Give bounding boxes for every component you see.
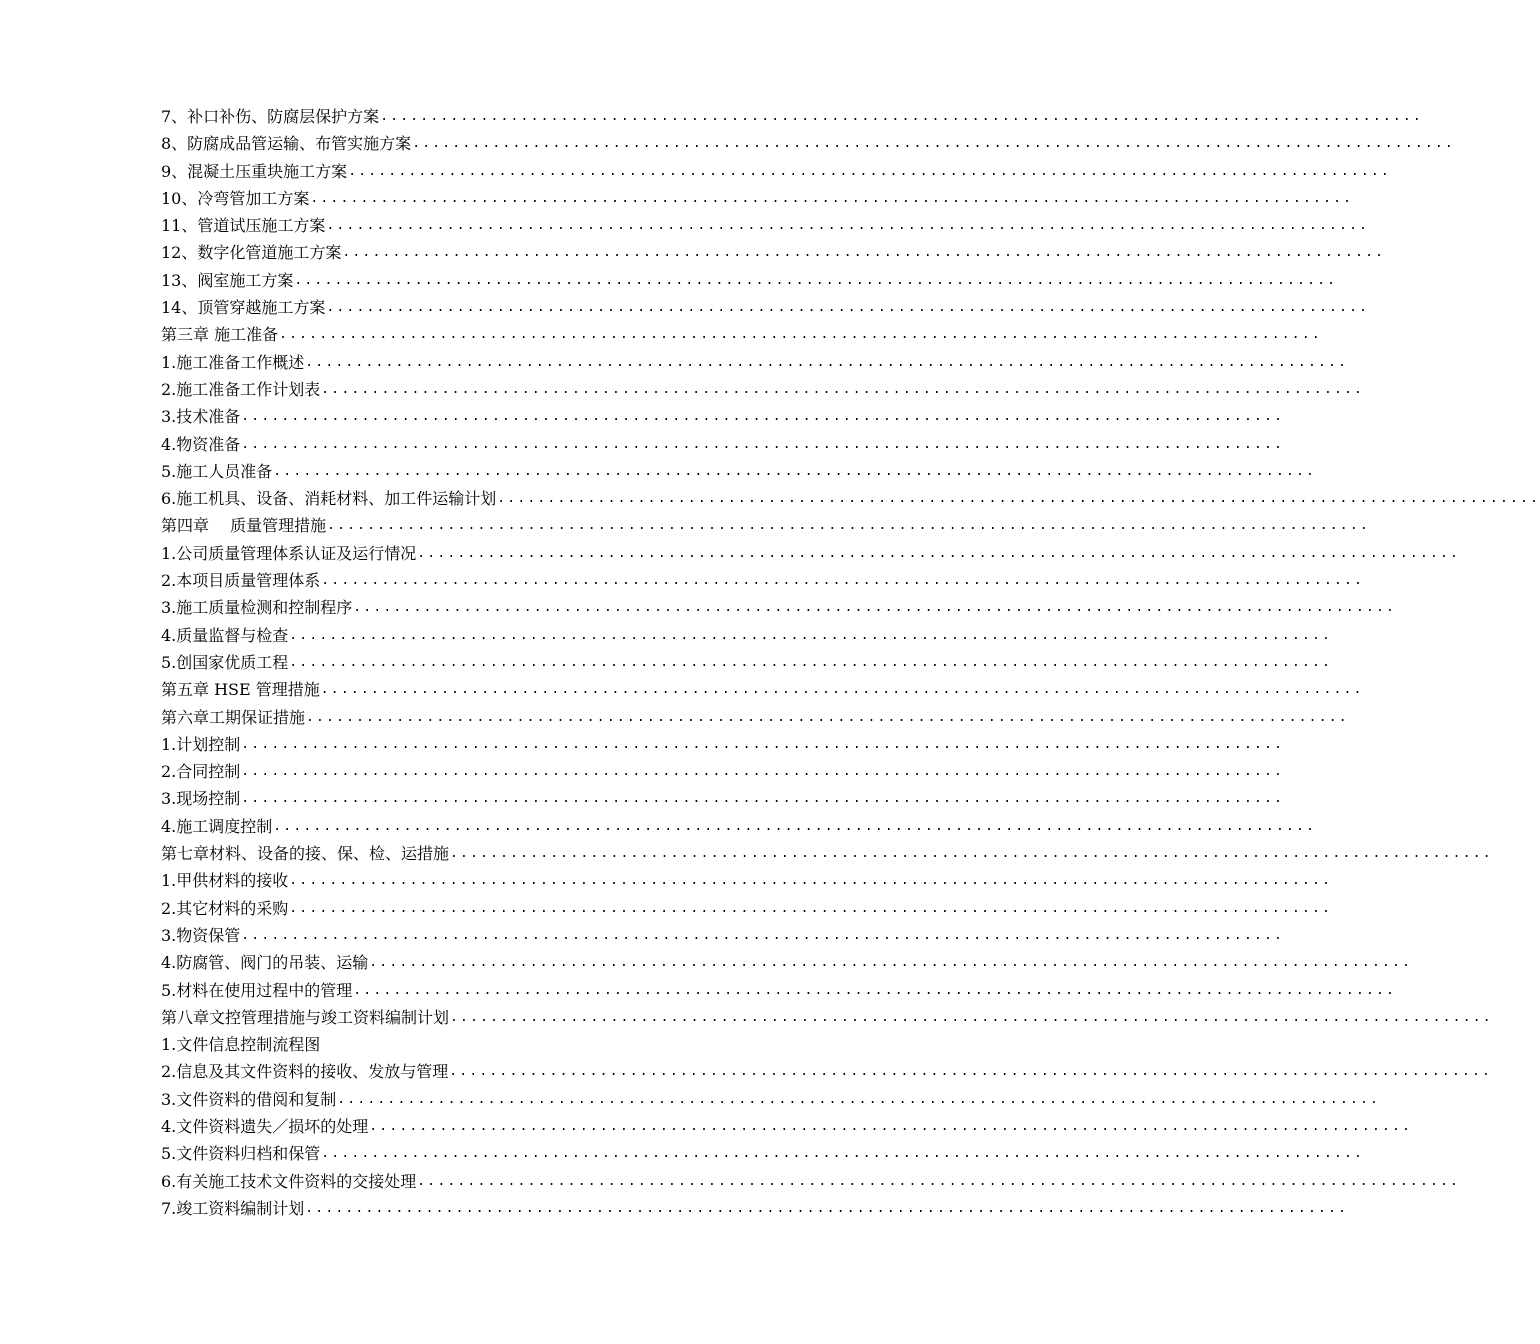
toc-entry-label: 1.文件信息控制流程图 bbox=[161, 1035, 321, 1055]
toc-entry-label: 第五章 HSE 管理措施 bbox=[161, 680, 320, 700]
toc-entry-label: 第七章材料、设备的接、保、检、运措施 bbox=[161, 844, 450, 864]
toc-leader-dots: ........................................................................................................ bbox=[337, 1091, 1381, 1107]
toc-leader-dots: ........................................................................................................ bbox=[305, 354, 1349, 370]
toc-leader-dots: ........................................................................................................ bbox=[241, 764, 1285, 780]
toc-entry-label: 4.施工调度控制 bbox=[161, 816, 273, 836]
toc-leader-dots: ........................................................................................................ bbox=[289, 654, 1333, 670]
toc-entry-label: 1.施工准备工作概述 bbox=[161, 352, 305, 372]
toc-leader-dots: ........................................................................................................ bbox=[241, 927, 1285, 943]
toc-leader-dots: ........................................................................................................ bbox=[321, 1146, 1365, 1162]
toc-entry[interactable] bbox=[161, 403, 1285, 430]
toc-entry[interactable] bbox=[161, 540, 1461, 567]
toc-leader-dots: ........................................................................................................ bbox=[306, 709, 1349, 725]
toc-leader-dots: ........................................................................................................ bbox=[450, 1009, 1493, 1025]
toc-entry-label: 2.信息及其文件资料的接收、发放与管理 bbox=[161, 1062, 449, 1082]
toc-entry-label: 8、防腐成品管运输、布管实施方案 bbox=[161, 134, 412, 154]
toc-leader-dots: ........................................................................................................ bbox=[449, 1064, 1493, 1080]
toc-chapter-heading[interactable] bbox=[161, 1004, 1493, 1031]
toc-leader-dots: ........................................................................................................ bbox=[353, 982, 1397, 998]
toc-entry-label: 7.竣工资料编制计划 bbox=[161, 1198, 305, 1218]
toc-entry-label: 9、混凝土压重块施工方案 bbox=[161, 161, 348, 181]
toc-entry[interactable] bbox=[161, 567, 1365, 594]
toc-entry-label: 2.施工准备工作计划表 bbox=[161, 379, 321, 399]
toc-entry[interactable] bbox=[161, 1086, 1381, 1113]
toc-entry[interactable] bbox=[161, 1168, 1461, 1195]
toc-entry-label: 1.甲供材料的接收 bbox=[161, 871, 289, 891]
toc-leader-dots: ........................................................................................................ bbox=[369, 1118, 1413, 1134]
toc-entry[interactable] bbox=[161, 895, 1333, 922]
toc-chapter-heading[interactable] bbox=[161, 840, 1493, 867]
toc-leader-dots: ........................................................................................................ bbox=[417, 545, 1461, 561]
toc-leader-dots: ........................................................................................................ bbox=[497, 491, 1540, 507]
toc-entry[interactable] bbox=[161, 785, 1285, 812]
toc-leader-dots: ........................................................................................................ bbox=[326, 218, 1370, 234]
toc-leader-dots: ........................................................................................................ bbox=[241, 791, 1285, 807]
toc-entry[interactable] bbox=[161, 1031, 819, 1058]
toc-leader-dots: ........................................................................................................ bbox=[273, 463, 1317, 479]
toc-entry-label: 第八章文控管理措施与竣工资料编制计划 bbox=[161, 1007, 450, 1027]
toc-entry[interactable] bbox=[161, 731, 1285, 758]
toc-leader-dots: ........................................................................................................ bbox=[450, 846, 1493, 862]
toc-entry[interactable] bbox=[161, 1140, 1365, 1167]
toc-entry[interactable] bbox=[161, 867, 1333, 894]
toc-leader-dots: ........................................................................................................ bbox=[294, 272, 1338, 288]
toc-entry[interactable] bbox=[161, 485, 1540, 512]
toc-entry[interactable] bbox=[161, 185, 1354, 212]
toc-leader-dots: ........................................................................................................ bbox=[289, 627, 1333, 643]
toc-entry-label: 12、数字化管道施工方案 bbox=[161, 243, 342, 263]
toc-entry-label: 5.创国家优质工程 bbox=[161, 652, 289, 672]
toc-entry-label: 5.施工人员准备 bbox=[161, 461, 273, 481]
toc-chapter-heading[interactable] bbox=[161, 676, 1364, 703]
toc-entry-label: 2.本项目质量管理体系 bbox=[161, 571, 321, 591]
toc-entry-label: 3.现场控制 bbox=[161, 789, 241, 809]
toc-entry[interactable] bbox=[161, 622, 1333, 649]
toc-entry[interactable] bbox=[161, 103, 1423, 130]
table-of-contents bbox=[161, 103, 1540, 1222]
toc-entry[interactable] bbox=[161, 376, 1365, 403]
toc-leader-dots: ........................................................................................................ bbox=[241, 409, 1285, 425]
toc-entry[interactable] bbox=[161, 594, 1397, 621]
toc-entry-label: 6.有关施工技术文件资料的交接处理 bbox=[161, 1171, 417, 1191]
toc-entry-label: 第四章 质量管理措施 bbox=[161, 516, 327, 536]
toc-entry-label: 1.计划控制 bbox=[161, 734, 241, 754]
toc-leader-dots: ........................................................................................................ bbox=[241, 736, 1285, 752]
toc-entry[interactable] bbox=[161, 212, 1370, 239]
toc-entry[interactable] bbox=[161, 758, 1285, 785]
toc-leader-dots: ........................................................................................................ bbox=[342, 245, 1386, 261]
toc-entry[interactable] bbox=[161, 458, 1317, 485]
toc-entry-label: 14、顶管穿越施工方案 bbox=[161, 298, 326, 318]
toc-entry-label: 2.其它材料的采购 bbox=[161, 898, 289, 918]
toc-entry[interactable] bbox=[161, 813, 1317, 840]
toc-chapter-heading[interactable] bbox=[161, 321, 1322, 348]
toc-leader-dots: ........................................................................................................ bbox=[417, 1173, 1461, 1189]
toc-entry[interactable] bbox=[161, 1058, 1493, 1085]
toc-entry-label: 5.文件资料归档和保管 bbox=[161, 1144, 321, 1164]
toc-leader-dots: ........................................................................................................ bbox=[305, 1200, 1349, 1216]
toc-entry-label: 2.合同控制 bbox=[161, 762, 241, 782]
toc-entry[interactable] bbox=[161, 431, 1285, 458]
toc-leader-dots: ........................................................................................................ bbox=[273, 818, 1317, 834]
toc-leader-dots: ........................................................................................................ bbox=[380, 109, 1423, 124]
toc-entry-label: 第三章 施工准备 bbox=[161, 325, 279, 345]
toc-entry-label: 6.施工机具、设备、消耗材料、加工件运输计划 bbox=[161, 489, 497, 509]
toc-leader-dots: ........................................................................................................ bbox=[412, 136, 1455, 152]
toc-entry-label: 3.施工质量检测和控制程序 bbox=[161, 598, 353, 618]
toc-leader-dots: ........................................................................................................ bbox=[310, 190, 1354, 206]
toc-entry[interactable] bbox=[161, 922, 1285, 949]
toc-entry-label: 11、管道试压施工方案 bbox=[161, 216, 326, 236]
toc-entry[interactable] bbox=[161, 1195, 1349, 1222]
toc-chapter-heading[interactable] bbox=[161, 704, 1349, 731]
toc-entry[interactable] bbox=[161, 349, 1349, 376]
toc-leader-dots: ........................................................................................................ bbox=[241, 436, 1285, 452]
toc-entry[interactable] bbox=[161, 267, 1338, 294]
toc-leader-dots: ........................................................................................................ bbox=[279, 327, 1322, 343]
toc-leader-dots: ........................................................................................................ bbox=[326, 300, 1370, 316]
toc-entry-label: 4.防腐管、阀门的吊装、运输 bbox=[161, 953, 369, 973]
toc-entry-label: 5.材料在使用过程中的管理 bbox=[161, 980, 353, 1000]
toc-entry-label: 4.物资准备 bbox=[161, 434, 241, 454]
toc-leader-dots: ........................................................................................................ bbox=[289, 900, 1333, 916]
toc-entry-label: 3.技术准备 bbox=[161, 407, 241, 427]
toc-entry[interactable] bbox=[161, 239, 1386, 266]
toc-leader-dots: ........................................................................................................ bbox=[321, 573, 1365, 589]
toc-entry-label: 13、阀室施工方案 bbox=[161, 270, 294, 290]
toc-entry-label: 10、冷弯管加工方案 bbox=[161, 188, 310, 208]
toc-entry[interactable] bbox=[161, 294, 1370, 321]
toc-entry-label: 3.文件资料的借阅和复制 bbox=[161, 1089, 337, 1109]
toc-leader-dots: ........................................................................................................ bbox=[289, 873, 1333, 889]
toc-entry[interactable] bbox=[161, 130, 1455, 157]
toc-leader-dots: ........................................................................................................ bbox=[320, 682, 1364, 698]
toc-entry[interactable] bbox=[161, 649, 1333, 676]
toc-entry-label: 3.物资保管 bbox=[161, 925, 241, 945]
toc-entry[interactable] bbox=[161, 977, 1397, 1004]
toc-leader-dots: ........................................................................................................ bbox=[327, 518, 1370, 534]
toc-leader-dots: ........................................................................................................ bbox=[369, 955, 1413, 971]
toc-entry[interactable] bbox=[161, 949, 1413, 976]
toc-entry-label: 1.公司质量管理体系认证及运行情况 bbox=[161, 543, 417, 563]
toc-entry-label: 4.质量监督与检查 bbox=[161, 625, 289, 645]
toc-chapter-heading[interactable] bbox=[161, 512, 1370, 539]
toc-entry[interactable] bbox=[161, 158, 1391, 185]
toc-entry[interactable] bbox=[161, 1113, 1413, 1140]
toc-leader-dots: ........................................................................................................ bbox=[348, 163, 1391, 179]
toc-entry-label: 4.文件资料遗失／损坏的处理 bbox=[161, 1116, 369, 1136]
toc-leader-dots: ........................................................................................................ bbox=[321, 381, 1365, 397]
toc-entry-label: 第六章工期保证措施 bbox=[161, 707, 306, 727]
toc-entry-label: 7、补口补伤、防腐层保护方案 bbox=[161, 107, 380, 126]
toc-leader-dots: ........................................................................................................ bbox=[353, 600, 1397, 616]
